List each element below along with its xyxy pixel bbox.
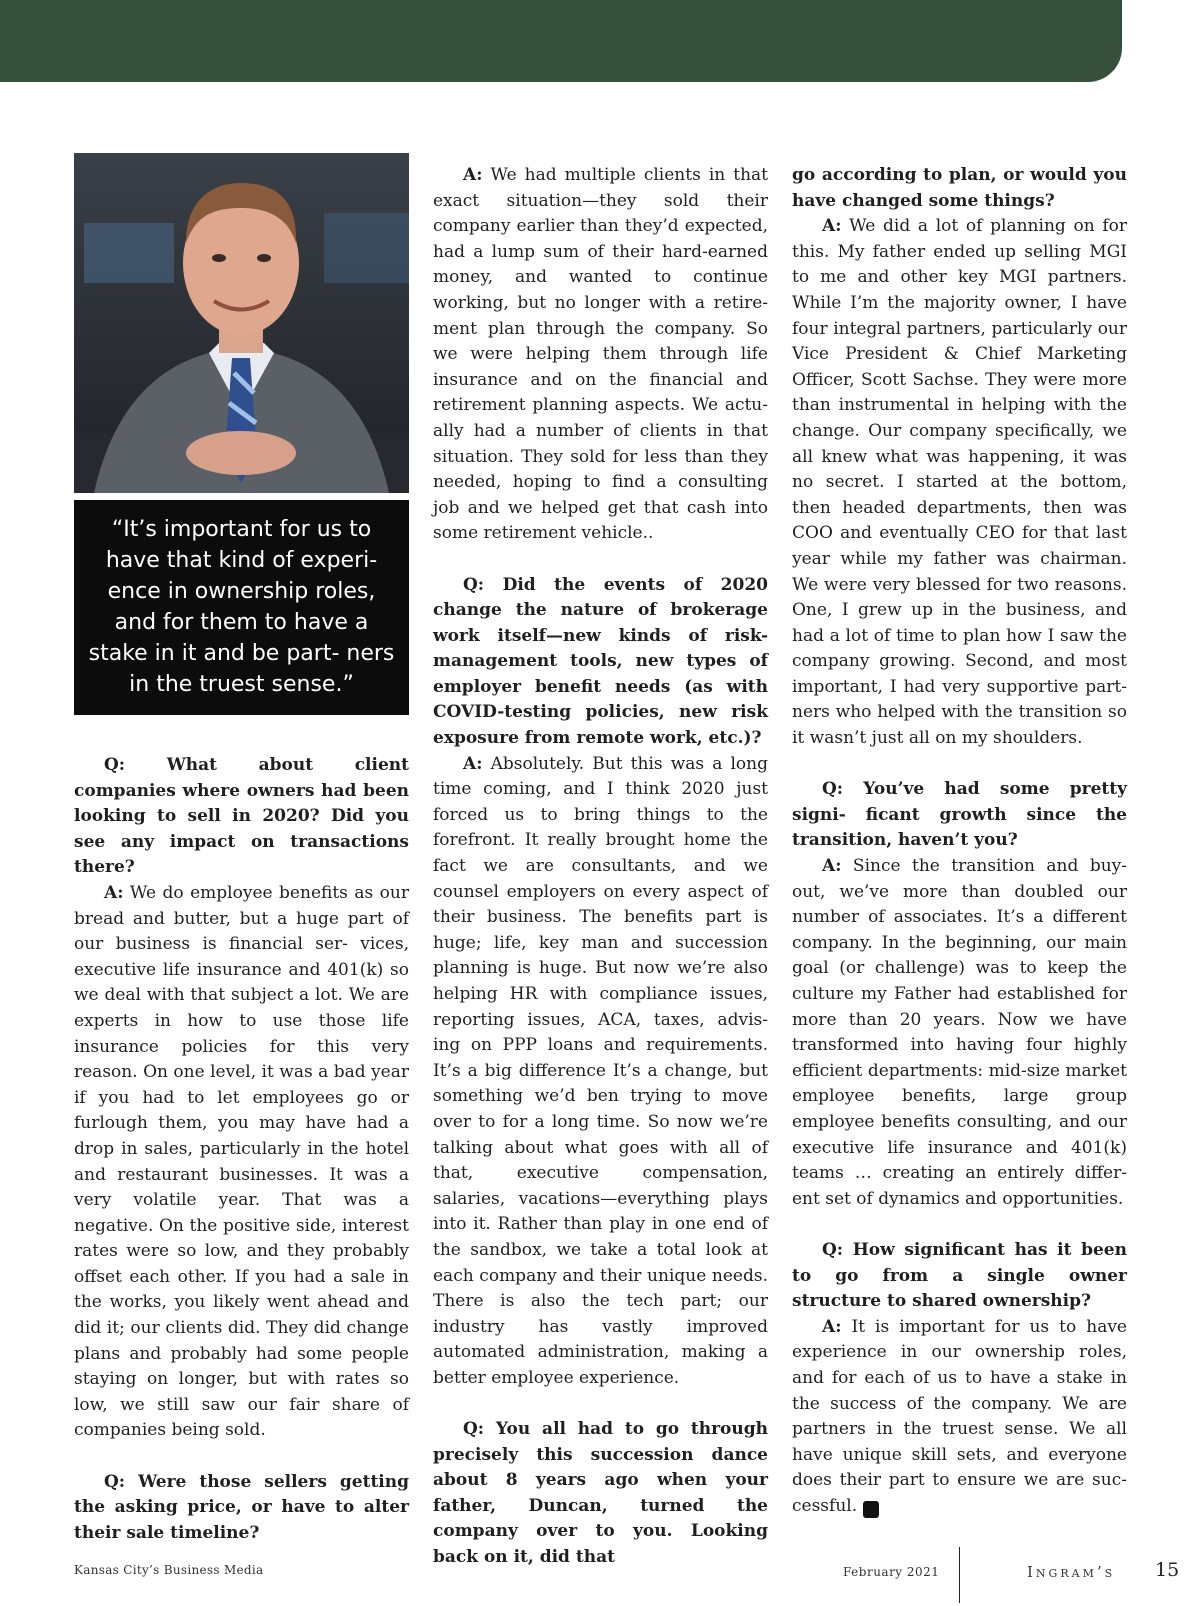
issue-date: February 2021	[843, 1565, 940, 1579]
answer-label: A:	[463, 165, 483, 185]
column-1	[74, 753, 409, 1546]
answer-paragraph	[792, 854, 1127, 1212]
answer-label: A:	[104, 882, 124, 903]
column-3	[792, 163, 1127, 1519]
page-number: 15	[1155, 1559, 1180, 1581]
answer-paragraph	[792, 214, 1127, 751]
answer-paragraph	[74, 881, 409, 1444]
question-text: Q: You all had to go through precisely this succession dance about 8 years ago when your father, Duncan, turned the company over to you. Looking back on it, did that	[433, 1419, 768, 1568]
answer-paragraph	[433, 752, 768, 1392]
answer-paragraph	[792, 1315, 1127, 1520]
question-paragraph	[433, 1417, 768, 1571]
publisher-name: Kansas City’s Business Media	[74, 1563, 264, 1577]
question-paragraph	[792, 777, 1127, 854]
question-paragraph	[74, 1470, 409, 1547]
question-paragraph	[792, 163, 1127, 214]
question-text: Q: How significant has it been to go from a single owner structure to shared ownership?	[792, 1239, 1127, 1312]
column-2	[433, 163, 768, 1571]
answer-text: We did a lot of planning on for this. My father ended up selling MGI to me and other key MGI partners. While I’m the majority owner, I have four integral partners, particularly our Vice President & Chief Marketing Officer, Scott Sachse. They were more than instrumental in helping with the change. Our company specifically, we all knew what was happening, it was no secret. I started at the bottom, then headed departments, then was COO and eventually CEO for that last year while my father was chairman. We were very blessed for two reasons. One, I grew up in the business, and had a lot of time to plan how I saw the company growing. Second, and most important, I had very supportive part- ners who helped with the transition so it wasn’t just all on my shoulders.	[792, 216, 1127, 749]
question-paragraph	[792, 1238, 1127, 1315]
answer-text: Since the transition and buy- out, we’ve more than doubled our number of associates. It’s a different company. In the beginning, our main goal (or challenge) was to keep the culture my Father had established for more than 20 years. Now we have transformed into having four highly efficient departments: mid-size market employee benefits, large group employee benefits consulting, and our executive life insurance and 401(k) teams … creating an entirely differ- ent set of dynamics and opportunities.	[792, 856, 1127, 1209]
answer-text: It is important for us to have experience in our ownership roles, and for each of us to have a stake in the success of the company. We are partners in the truest sense. We all have unique skill sets, and everyone does their part to ensure we are suc- cessful.	[792, 1316, 1127, 1516]
question-paragraph	[74, 753, 409, 881]
question-text: Q: You’ve had some pretty signi- ficant growth since the transition, haven’t you?	[792, 779, 1127, 851]
answer-label: A:	[822, 216, 842, 237]
header-bar	[0, 0, 1122, 82]
end-mark-icon: I	[863, 1501, 879, 1518]
magazine-name: Ingram’s	[1027, 1563, 1116, 1581]
question-text: Q: What about client companies where owners had been looking to sell in 2020? Did you see any impact on transactions there?	[74, 755, 409, 878]
portrait-photo	[74, 153, 409, 493]
question-text: Q: Were those sellers getting the asking price, or have to alter their sale timeline?	[74, 1471, 409, 1543]
answer-text: We do employee benefits as our bread and butter, but a huge part of our business is financial ser- vices, executive life insurance and 401(k) so we deal with that subject a lot. We are experts in how to use those life insurance policies for this very reason. On one level, it was a bad year if you had to let employees go or furlough them, you may have had a drop in sales, particularly in the hotel and restaurant businesses. It was a very volatile year. That was a negative. On the positive side, interest rates were so low, and they probably offset each other. If you had a sale in the works, you likely went ahead and did it; our clients did. They did change plans and probably had some people staying on longer, but with rates so low, we still saw our fair share of companies being sold.	[74, 882, 409, 1441]
question-text: Q: Did the events of 2020 change the nature of brokerage work itself—new kinds of risk-management tools, new types of employer benefit needs (as with COVID-testing policies, new risk exposure from remote work, etc.)?	[433, 574, 768, 749]
answer-label: A:	[463, 753, 483, 774]
answer-text: We had multiple clients in that exact situation—they sold their company earlier than they’d expected, had a lump sum of their hard-earned money, and wanted to continue working, but no longer with a retire- ment plan through the company. So we were helping them through life insurance and on the financial and retirement planning aspects. We actu- ally had a number of clients in that situation. They sold for less than they needed, hoping to find a consulting job and we helped get that cash into some retirement vehicle..	[433, 165, 768, 544]
answer-label: A:	[822, 856, 842, 877]
answer-text: Absolutely. But this was a long time coming, and I think 2020 just forced us to bring things to the forefront. It really brought home the fact we are consultants, and we counsel employers on every aspect of their business. The benefits part is huge; life, key man and succession planning is huge. But now we’re also helping HR with compliance issues, reporting issues, ACA, taxes, advis- ing on PPP loans and requirements. It’s a big difference It’s a change, but something we’d ben trying to move over to for a long time. So now we’re talking about what goes with all of that, executive compensation, salaries, vacations—everything plays into it. Rather than play in one end of the sandbox, we take a total look at each company and their unique needs. There is also the tech part; our industry has vastly improved automated administration, making a better employee experience.	[433, 753, 768, 1388]
answer-paragraph	[433, 163, 768, 547]
question-paragraph	[433, 573, 768, 752]
pull-quote: “It’s important for us to have that kind of experi- ence in ownership roles, and for them to have a stake in it and be part- ners in the truest sense.”	[74, 500, 409, 715]
answer-label: A:	[822, 1316, 842, 1337]
question-text: go according to plan, or would you have changed some things?	[792, 165, 1127, 211]
footer-divider	[959, 1547, 960, 1603]
